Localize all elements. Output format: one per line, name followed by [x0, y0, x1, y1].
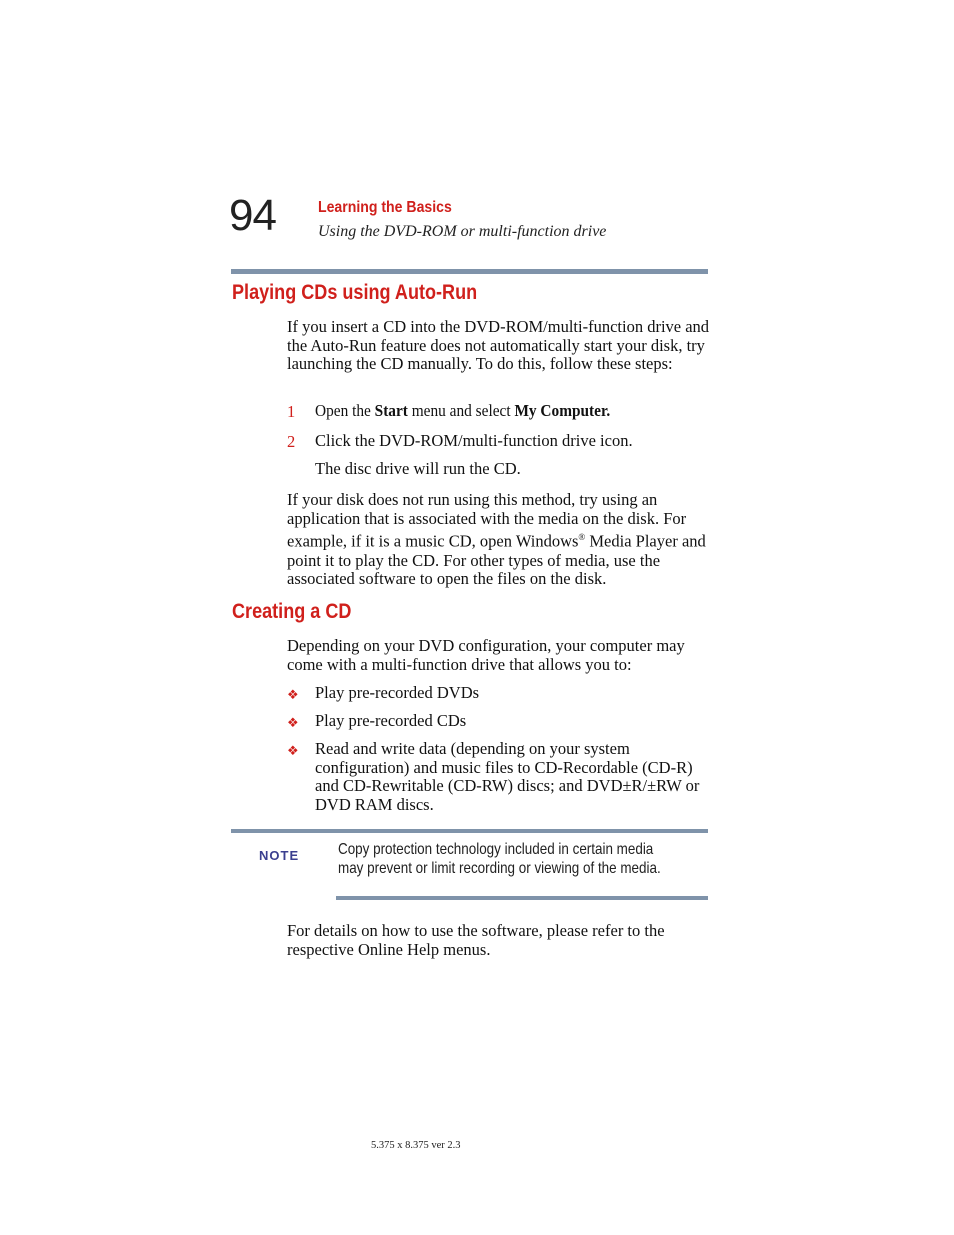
fallback-paragraph: If your disk does not run using this method, try using an application that is associated with the media on the disk. For example, if it is a music CD, open Windows® Media Player and point it to play the CD. For other types of media, use the associated software to open the files on the disk. [287, 490, 706, 589]
section-rule [231, 269, 708, 274]
step-number-2: 2 [287, 432, 296, 451]
closing-paragraph: For details on how to use the software, please refer to the respective Online Help menus. [287, 921, 665, 959]
autorun-intro-paragraph: If you insert a CD into the DVD-ROM/multi-function drive and the Auto-Run feature does not automatically start your disk, try launching the CD manually. To do this, follow these steps: [287, 317, 710, 374]
note-label: NOTE [259, 848, 300, 863]
note-bottom-rule [336, 896, 708, 900]
heading-playing-cds: Playing CDs using Auto-Run [232, 281, 478, 304]
step-text-1: Open the Start menu and select My Computer. [315, 401, 611, 420]
step-number-1: 1 [287, 402, 296, 421]
running-subtitle: Using the DVD-ROM or multi-function drive [318, 223, 607, 240]
page-number: 94 [229, 191, 276, 240]
bullet-item: Play pre-recorded DVDs [315, 683, 480, 702]
step-text-2: Click the DVD-ROM/multi-function drive icon. [315, 431, 633, 450]
note-text: Copy protection technology included in certain media may prevent or limit recording or viewing of the media. [338, 841, 661, 877]
heading-creating-cd: Creating a CD [232, 600, 352, 623]
bullet-glyph: ❖ [287, 715, 299, 730]
note-top-rule [231, 829, 708, 833]
bullet-item: Read and write data (depending on your system configuration) and music files to CD-Recordable (CD-R) and CD-Rewritable (CD-RW) discs; and DVD±R/±RW or DVD RAM discs. [315, 739, 700, 815]
bullet-item: Play pre-recorded CDs [315, 711, 467, 730]
bullet-glyph: ❖ [287, 743, 299, 758]
step-result: The disc drive will run the CD. [315, 459, 521, 478]
print-spec-footer: 5.375 x 8.375 ver 2.3 [371, 1140, 461, 1151]
running-section-title: Learning the Basics [318, 199, 452, 216]
bullet-glyph: ❖ [287, 687, 299, 702]
creating-intro-paragraph: Depending on your DVD configuration, your computer may come with a multi-function drive that allows you to: [287, 636, 685, 674]
